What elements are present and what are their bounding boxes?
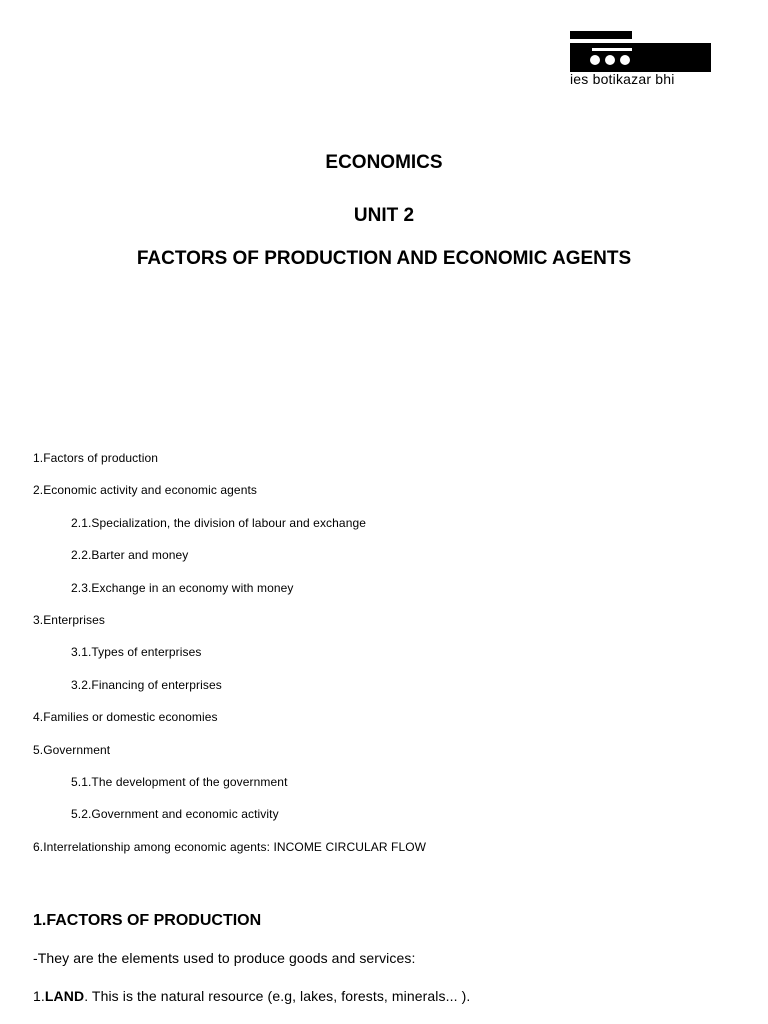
toc-item: 5.Government <box>33 742 111 757</box>
logo-dot-icon <box>605 55 615 65</box>
toc-subitem: 3.1.Types of enterprises <box>71 645 202 660</box>
land-term: LAND <box>44 988 85 1004</box>
section-heading: 1.FACTORS OF PRODUCTION <box>33 912 262 929</box>
toc-item: 2.Economic activity and economic agents <box>33 483 258 498</box>
land-paragraph <box>33 987 470 1005</box>
logo-line-shape <box>592 48 632 51</box>
toc-subitem: 2.1.Specialization, the division of labour and exchange <box>71 515 367 530</box>
logo-dot-icon <box>620 55 630 65</box>
logo-text: ies botikazar bhi <box>570 71 675 87</box>
toc-subitem: 3.2.Financing of enterprises <box>71 677 222 692</box>
section-intro: -They are the elements used to produce goods and services: <box>33 950 416 966</box>
logo-dot-icon <box>590 55 600 65</box>
toc-item: 3.Enterprises <box>33 612 105 627</box>
unit-number-title: UNIT 2 <box>353 205 415 226</box>
toc-subitem: 5.1.The development of the government <box>71 774 288 789</box>
table-of-contents <box>33 450 426 871</box>
toc-item: 1.Factors of production <box>33 451 159 465</box>
toc-item: 4.Families or domestic economies <box>33 710 218 725</box>
unit-title: FACTORS OF PRODUCTION AND ECONOMIC AGENTS <box>136 248 632 269</box>
toc-subitem: 5.2.Government and economic activity <box>71 807 279 822</box>
toc-subitem: 2.3.Exchange in an economy with money <box>71 580 294 595</box>
school-logo <box>570 31 712 87</box>
toc-item: 6.Interrelationship among economic agents: INCOME CIRCULAR FLOW <box>33 839 427 854</box>
logo-bar-shape <box>570 43 711 72</box>
logo-tab-shape <box>570 31 632 39</box>
land-number: 1. <box>33 988 45 1004</box>
land-description: . This is the natural resource (e.g, lakes, forests, minerals... ). <box>84 988 471 1004</box>
toc-subitem: 2.2.Barter and money <box>71 548 189 563</box>
subject-title: ECONOMICS <box>325 152 443 173</box>
